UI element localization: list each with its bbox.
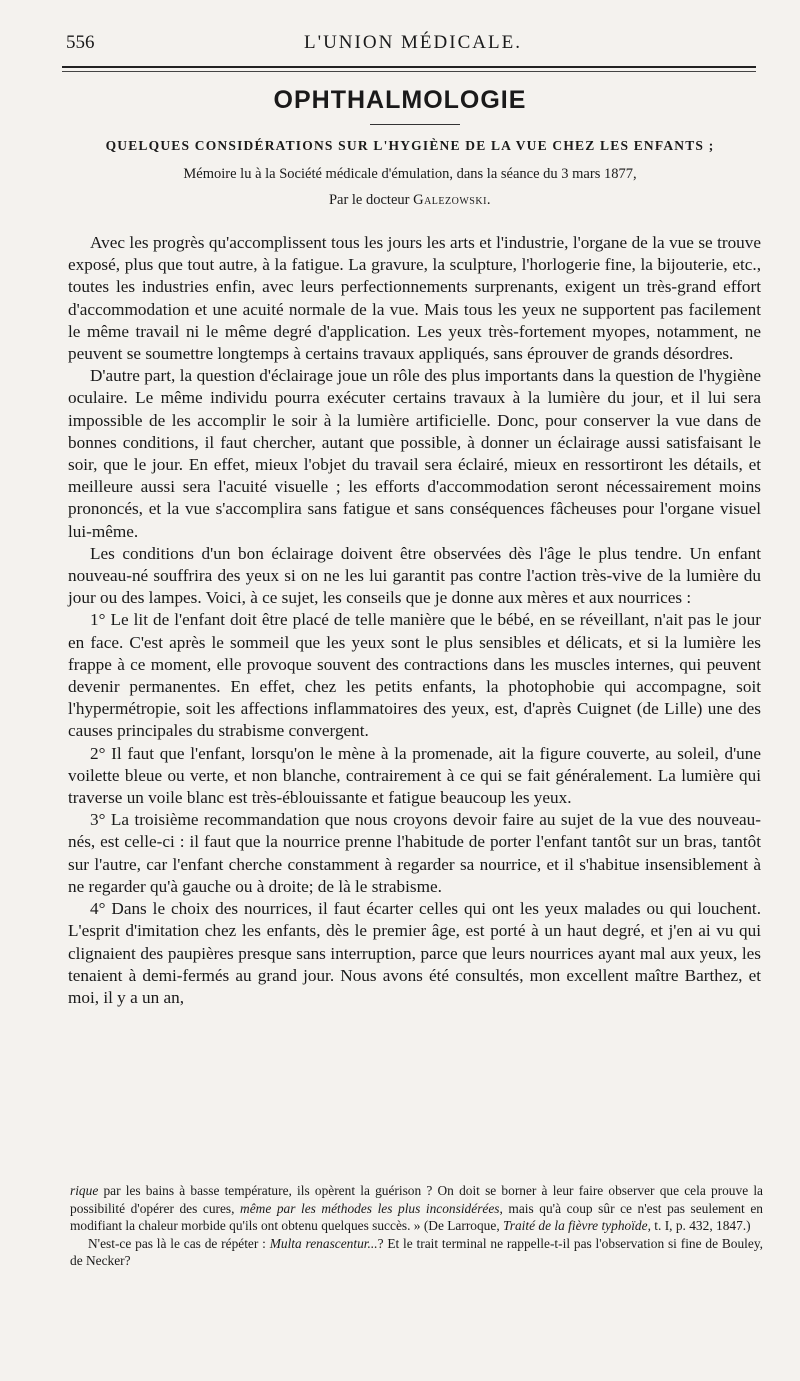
page-number: 556 xyxy=(66,32,95,53)
byline-prefix: Par le docteur xyxy=(328,192,410,208)
footnote xyxy=(70,1182,763,1270)
footnote-paragraph: N'est-ce pas là le cas de répéter : Multa renascentur...? Et le trait terminal ne rappelle-t-il pas l'observation si fine de Bouley, de Necker? xyxy=(70,1235,763,1268)
paragraph: 3° La troisième recommandation que nous croyons devoir faire au sujet de la vue des nouveau-nés, est celle-ci : il faut que la nourrice prenne l'habitude de porter l'enfant tantôt sur un bras, tantôt sur l'autre, car l'enfant cherche constamment à regarder sa nourrice, et il s'habitue insensiblement à ne regarder qu'à gauche ou à droite; de là le strabisme. xyxy=(68,810,761,896)
author-name: Galezowski. xyxy=(413,192,492,208)
section-divider xyxy=(370,124,460,125)
footnote-paragraph: rique par les bains à basse température, ils opèrent la guérison ? On doit se borner à leur faire observer que cela prouve la possibilité d'opérer des cures, même par les méthodes les plus inconsidérées, mais qu'à coup sûr ce n'est pas seulement en modifiant la chaleur morbide qu'ils ont obtenu quelques succès. » (De Larroque, Traité de la fièvre typhoïde, t. I, p. 432, 1847.) xyxy=(70,1183,763,1233)
article-subtitle: Mémoire lu à la Société médicale d'émulation, dans la séance du 3 mars 1877, xyxy=(183,166,637,182)
journal-title: L'UNION MÉDICALE. xyxy=(304,32,522,53)
footnote-italic-phrase: même par les méthodes les plus inconsidérées xyxy=(240,1200,500,1216)
footnote-quote: Multa renascentur... xyxy=(269,1235,378,1251)
paragraph: D'autre part, la question d'éclairage joue un rôle des plus importants dans la question de l'hygiène oculaire. Le même individu pourra exécuter certains travaux à la lumière du jour, et il lui sera impossible de les accomplir le soir à la lumière artificielle. Donc, pour conserver la vue dans de bonnes conditions, il faut chercher, autant que possible, à donner un éclairage aussi satisfaisant le soir, que le jour. En effet, mieux l'objet du travail sera éclairé, mieux en ressortiront les détails, et meilleure aussi sera l'acuité visuelle ; les efforts d'accommodation seront nécessairement moins prononcés, et la vue s'accomplira sans fatigue et sans conséquences fâcheuses pour l'organe visuel lui-même. xyxy=(68,366,761,541)
section-title: OPHTHALMOLOGIE xyxy=(273,86,527,114)
footnote-citation: Traité de la fièvre typhoïde xyxy=(503,1218,648,1233)
paragraph: 1° Le lit de l'enfant doit être placé de telle manière que le bébé, en se réveillant, n'ait pas le jour en face. C'est après le sommeil que les yeux sont le plus sensibles et délicats, et si la lumière les frappe à ce moment, elle provoque souvent des contractions dans les muscles internes, qui peuvent devenir permanentes. En effet, chez les petits enfants, la photophobie qui accompagne, soit l'hypermétropie, soit les affections inflammatoires des yeux, est, d'après Cuignet (de Lille) une des causes principales du strabisme convergent. xyxy=(68,610,761,741)
running-head xyxy=(66,32,760,58)
footnote-italic: rique xyxy=(70,1183,99,1198)
article-title: QUELQUES CONSIDÉRATIONS SUR L'HYGIÈNE DE LA VUE CHEZ LES ENFANTS ; xyxy=(105,138,715,153)
header-rule xyxy=(62,66,756,72)
article-body xyxy=(68,232,761,1009)
paragraph: 4° Dans le choix des nourrices, il faut écarter celles qui ont les yeux malades ou qui louchent. L'esprit d'imitation chez les enfants, dès le premier âge, est porté à un haut degré, et j'en ai vu qui clignaient des paupières presque sans interruption, parce que leurs nourrices ayant mal aux yeux, les tenaient à demi-fermés au grand jour. Nous avons été consultés, mon excellent maître Barthez, et moi, il y a un an, xyxy=(68,899,761,1007)
paragraph: 2° Il faut que l'enfant, lorsqu'on le mène à la promenade, ait la figure couverte, au soleil, d'une voilette bleue ou verte, et non blanche, contrairement à ce qui se fait généralement. La lumière qui traverse un voile blanc est très-éblouissante et fatigue beaucoup les yeux. xyxy=(68,743,761,808)
paragraph: Les conditions d'un bon éclairage doivent être observées dès l'âge le plus tendre. Un enfant nouveau-né souffrira des yeux si on ne les lui garantit pas contre l'action très-vive de la lumière du jour ou des lampes. Voici, à ce sujet, les conseils que je donne aux mères et aux nourrices : xyxy=(68,543,761,608)
paragraph: Avec les progrès qu'accomplissent tous les jours les arts et l'industrie, l'organe de la vue se trouve exposé, plus que tout autre, à la fatigue. La gravure, la sculpture, l'horlogerie fine, la bijouterie, etc., toutes les industries enfin, avec leurs perfectionnements surprenants, exigent un très-grand effort d'accommodation et une acuité normale de la vue. Mais tous les yeux ne supportent pas facilement le même travail ni le même degré d'application. Les yeux très-fortement myopes, notamment, ne peuvent se soumettre longtemps à certains travaux appliqués, sans éprouver de grands désordres. xyxy=(68,233,761,364)
byline xyxy=(60,192,760,209)
